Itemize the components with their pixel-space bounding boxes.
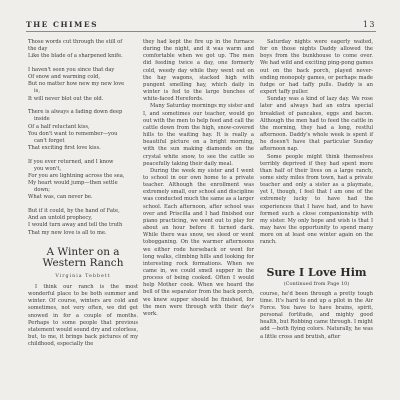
column-1 [28,39,138,348]
article-paragraph: course, he'd been through a pretty tough time. It's hard to end up a pilot in the Air Force. You have to have brains, spirit, personal fortitude, and mighty good health, but Robbing came through. I might add —both flying colors. Naturally, he was a little cross and brutish, after [260,290,373,340]
poem-line: That my new love is all to me. [28,229,107,236]
article-paragraph: During the week my sister and I went to school in our own home to a private teacher. Although the enrollment was extremely small, our school and discipline was conducted much the same as a larger school. Each afternoon, after school was over and Priscilla and I had finished our piano practicing, we went out to play for about an hour before it turned dark. While there was snow, we sleed or went tobogganing. On the warmer afternoons we either rode horseback or went for long walks, climbing hills and looking for interesting rock formations. When we came in, we could smell supper in the process of being cooked. Often I would help Mother cook. When we heard the bell of the separator from the back porch, we knew supper should be finished, for the men were through with their day's work. [143,167,254,317]
running-head: THE CHIMES [26,20,98,29]
poem-line: I haven't seen you since that day [28,66,115,73]
poem [28,39,138,237]
poem-stanza-2 [28,67,138,103]
poem-line: can't forget [34,137,65,144]
continued-note: (Continued from Page 10) [283,280,350,287]
poem-line: Like the blade of a sharpened knife. [28,53,123,60]
poem-line: If you ever returned, and I know [28,158,114,165]
poem-line: is, [34,88,40,95]
article-title: A Winter on a Western Ranch [42,245,124,270]
poem-line: the day [28,46,48,53]
poem-stanza-1 [28,39,138,60]
poem-stanza-3 [28,109,138,152]
poem-line: You don't want to remember—you [28,130,118,137]
poem-line: There is always a fading down deep [28,109,123,116]
article-paragraph: Many Saturday mornings my sister and I, and sometimes our teacher, would go out with the men to help feed and call the cattle down from the high, snow-covered hills to the waiting hay. It is really a beautiful picture on a bright morning, with the sun making diamonds on the crystal white snow, to see the cattle so peacefully taking their daily meal. [143,103,254,167]
poem-line: Of snow and warming cold, [28,74,100,81]
poem-line: down; [34,187,50,194]
page-number: 13 [362,20,376,29]
article-paragraph: they had kept the fire up in the furnace during the night, and it was warm and comfortable when we got up. The men did feeding twice a day, one formerly cold, weedy day while they went out on the hay wagons, stacked high with pungent smelling hay, which daily in winter is fed to the large bunches of white-faced Herefords. [143,39,254,103]
poem-line: That exciting first love kiss. [28,145,101,152]
poem-line: It will never blot out the old. [28,95,104,102]
poem-line: Of a half reluctant kiss, [28,123,90,130]
poem-line: And an untold prophecy, [28,215,93,222]
poem-line: But if it could, by the hand of Fate, [28,208,120,215]
poem-line: Those words cut through the still of [28,39,123,45]
article-paragraph: Saturday nights were eagerly waited, for on those nights Daddy allowed the boys from the bunkhouse to come over. We had wild and exciting ping-pong games out on the back porch, played never-ending monopoly games, or perhaps made fudge or had taffy pulls. Daddy is an expert taffy puller. [260,39,373,96]
article-paragraph: Sunday was a kind of lazy day. We rose later and always had an extra special breakfast of pancakes, eggs and bacon. Although the men had to feed the cattle in the morning, they had a long, restful afternoon. Daddy's whole week is spent if he doesn't have that particular Sunday afternoon nap. [260,96,373,153]
poem-line: inside [34,116,50,123]
poem-line: For you are lightning across the sea, [28,173,125,179]
column-2 [143,39,254,318]
poem-line: But no matter how new my new love [28,81,125,88]
article-paragraph: I think our ranch is the most wonderful place to be both summer and winter. Of course, winters are cold and sometimes, not very often, we did get snowed in for a couple of months. Perhaps to some people that previous statement would sound dry and colorless, but, to me, it brings back pictures of my childhood, especially the [28,283,138,348]
column-3 [260,39,373,341]
poem-stanza-5 [28,208,138,237]
poem-line: My heart would jump—then settle [28,180,118,187]
poem-stanza-4 [28,159,138,202]
article-title-sure-i-love-him: Sure I Love Him [266,265,367,279]
article-paragraph: Some people might think themselves terribly deprived if they had spent more than half of their lives on a large ranch, some sixty miles from town, had a private teacher and only a sister as a playmate, yet I, though, I feel that I am one of the extremely lucky to have had the experiences that I have had, and to have formed such a close companionship with my sister. My only hope and wish is that I may have the opportunity to spend many more on at least one winter again on the ranch. [260,153,373,246]
poem-line: you won't, [34,165,62,172]
poem-line: I would turn away and tell the truth [28,222,123,229]
page-header [26,18,376,32]
poem-line: What was, can never be. [28,194,93,201]
article-byline: Virginia Tebbett [55,273,111,279]
